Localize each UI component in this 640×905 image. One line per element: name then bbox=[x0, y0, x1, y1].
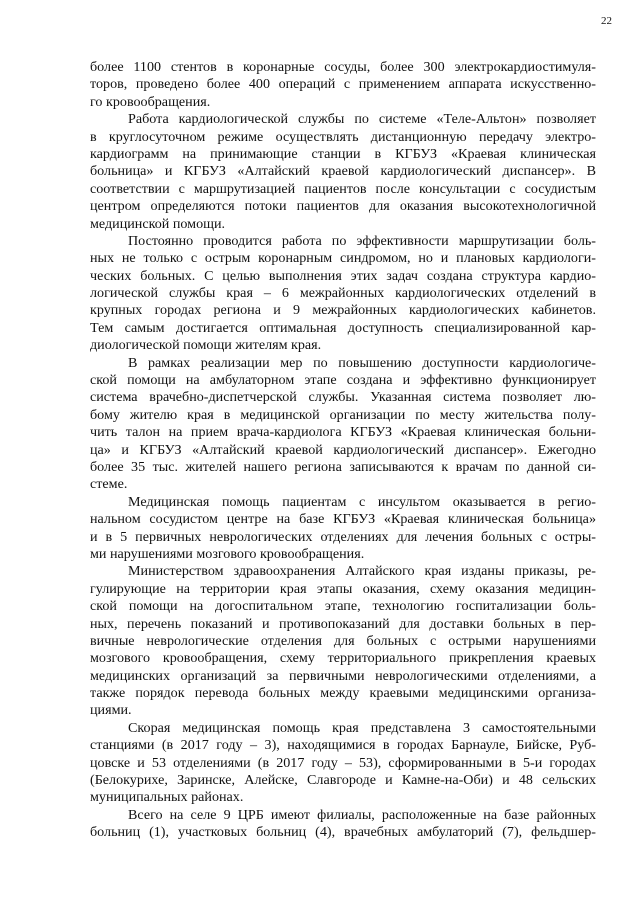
text-line: в круглосуточном режиме осуществлять дистанционную передачу электро- bbox=[90, 128, 596, 145]
text-line: циями. bbox=[90, 702, 132, 719]
text-line: медицинской помощи. bbox=[90, 215, 226, 232]
text-line: ми нарушениями мозгового кровообращения. bbox=[90, 545, 365, 562]
text-line: ных, перечень показаний и противопоказаний для доставки больных в пер- bbox=[90, 615, 596, 632]
text-line: Всего на селе 9 ЦРБ имеют филиалы, расположенные на базе районных bbox=[128, 806, 596, 823]
text-line: ных не только с острым коронарным синдромом, но и плановых кардиологи- bbox=[90, 250, 596, 267]
paragraph bbox=[90, 807, 596, 842]
text-line: больниц (1), участковых больниц (4), врачебных амбулаторий (7), фельдшер- bbox=[90, 824, 596, 841]
text-line: более 1100 стентов в коронарные сосуды, более 300 электрокардиостимуля- bbox=[90, 59, 596, 75]
body-text bbox=[90, 59, 596, 842]
text-line: нальном сосудистом центре на базе КГБУЗ «Краевая клиническая больница» bbox=[90, 511, 596, 528]
paragraph bbox=[90, 494, 596, 564]
text-line: вичные неврологические отделения для больных с острыми нарушениями bbox=[90, 632, 596, 649]
text-line: соответствии с маршрутизацией пациентов после консультации с сосудистым bbox=[90, 180, 596, 197]
paragraph bbox=[90, 111, 596, 233]
text-line: ца» и КГБУЗ «Алтайский краевой кардиологический диспансер». Ежегодно bbox=[90, 441, 596, 458]
text-line: цовске и 53 отделениями (в 2017 году – 53), сформированными в 5-и городах bbox=[90, 754, 596, 771]
text-line: логической службы края – 6 межрайонных кардиологических отделений в bbox=[90, 285, 596, 302]
page-number: 22 bbox=[601, 15, 612, 27]
text-line: ской помощи на догоспитальном этапе, технологию госпитализации боль- bbox=[90, 598, 596, 615]
text-line: ской помощи на амбулаторном этапе создана и эффективно функционирует bbox=[90, 372, 596, 389]
text-line: центром определяются потоки пациентов для оказания высокотехнологичной bbox=[90, 198, 596, 215]
text-line: диологической помощи жителям края. bbox=[90, 337, 322, 354]
text-line: Тем самым достигается оптимальная доступность специализированной кар- bbox=[90, 319, 596, 336]
paragraph bbox=[90, 355, 596, 494]
text-line: муниципальных районах. bbox=[90, 789, 244, 806]
text-line: Работа кардиологической службы по системе «Теле-Альтон» позволяет bbox=[128, 111, 596, 128]
text-line: мозгового кровообращения, схему территориального прикрепления краевых bbox=[90, 650, 596, 667]
text-line: бому жителю края в медицинской организации по месту жительства полу- bbox=[90, 406, 596, 423]
text-line: также порядок перевода больных между краевыми медицинскими организа- bbox=[90, 685, 596, 702]
text-line: крупных городах региона и 9 межрайонных кардиологических кабинетов. bbox=[90, 302, 596, 319]
text-line: станциями (в 2017 году – 3), находящимися в городах Барнауле, Бийске, Руб- bbox=[90, 737, 596, 754]
text-line: Скорая медицинская помощь края представлена 3 самостоятельными bbox=[128, 719, 596, 736]
text-line: кардиограмм на принимающие станции в КГБУЗ «Краевая клиническая bbox=[90, 145, 596, 162]
text-line: система врачебно-диспетчерской службы. Указанная система позволяет лю- bbox=[90, 389, 596, 406]
text-line: В рамках реализации мер по повышению доступности кардиологиче- bbox=[128, 354, 596, 371]
paragraph bbox=[90, 720, 596, 807]
text-line: го кровообращения. bbox=[90, 93, 211, 110]
text-line: Постоянно проводится работа по эффективности маршрутизации боль- bbox=[128, 232, 596, 249]
text-line: ческих больных. С целью выполнения этих задач создана структура кардио- bbox=[90, 267, 596, 284]
text-line: чить талон на прием врача-кардиолога КГБУЗ «Краевая клиническая больни- bbox=[90, 424, 596, 441]
text-line: и в 5 первичных неврологических отделениях для лечения больных с остры- bbox=[90, 528, 596, 545]
text-line: гулирующие на территории края этапы оказания, схему оказания медицин- bbox=[90, 580, 596, 597]
paragraph bbox=[90, 233, 596, 355]
text-line: (Белокурихе, Заринске, Алейске, Славгороде и Камне-на-Оби) и 48 сельских bbox=[90, 772, 596, 789]
paragraph bbox=[90, 59, 596, 111]
text-line: стеме. bbox=[90, 476, 128, 493]
text-line: медицинских организаций за первичными неврологическими отделениями, а bbox=[90, 667, 596, 684]
text-line: больница» и КГБУЗ «Алтайский краевой кардиологический диспансер». В bbox=[90, 163, 596, 180]
text-line: более 35 тыс. жителей нашего региона записываются к врачам по данной си- bbox=[90, 458, 596, 475]
paragraph bbox=[90, 563, 596, 720]
text-line: торов, проведено более 400 операций с применением аппарата искусственно- bbox=[90, 76, 596, 93]
text-line: Медицинская помощь пациентам с инсультом оказывается в регио- bbox=[128, 493, 596, 510]
text-line: Министерством здравоохранения Алтайского края изданы приказы, ре- bbox=[128, 563, 596, 580]
